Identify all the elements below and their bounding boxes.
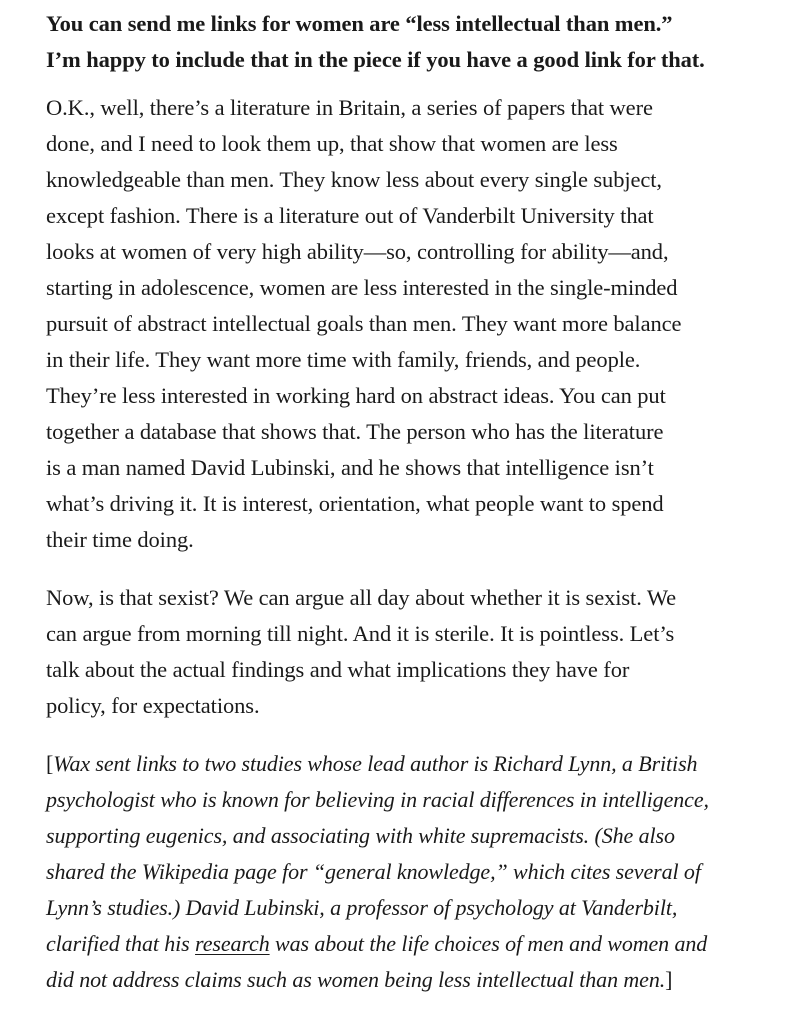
- answer2-line: talk about the actual findings and what implications they have for: [46, 657, 630, 682]
- answer-paragraph-2: [46, 580, 776, 724]
- note-line-4: shared the Wikipedia page for “general knowledge,” which cites several of: [46, 859, 701, 884]
- answer1-line: in their life. They want more time with family, friends, and people.: [46, 347, 641, 372]
- answer2-line: Now, is that sexist? We can argue all day about whether it is sexist. We: [46, 585, 677, 610]
- answer1-line: looks at women of very high ability—so, controlling for ability—and,: [46, 239, 669, 264]
- note-line-6-end: was about the life choices of men and women and: [269, 931, 708, 956]
- answer1-line: together a database that shows that. The person who has the literature: [46, 419, 664, 444]
- open-bracket: [: [46, 751, 54, 776]
- note-line-6-start: clarified that his: [46, 931, 196, 956]
- answer1-line: their time doing.: [46, 527, 194, 552]
- question-line-2: I’m happy to include that in the piece if you have a good link for that.: [46, 47, 705, 72]
- editor-note: [46, 746, 776, 998]
- answer1-line: pursuit of abstract intellectual goals than men. They want more balance: [46, 311, 682, 336]
- answer2-line: policy, for expectations.: [46, 693, 260, 718]
- answer1-line: is a man named David Lubinski, and he shows that intelligence isn’t: [46, 455, 654, 480]
- answer1-line: They’re less interested in working hard on abstract ideas. You can put: [46, 383, 666, 408]
- answer2-line: can argue from morning till night. And it is sterile. It is pointless. Let’s: [46, 621, 675, 646]
- interview-question: [46, 6, 776, 78]
- question-line-1: You can send me links for women are “less intellectual than men.”: [46, 11, 673, 36]
- answer1-line: O.K., well, there’s a literature in Britain, a series of papers that were: [46, 95, 653, 120]
- research-link[interactable]: research: [195, 931, 270, 956]
- note-line-1: Wax sent links to two studies whose lead author is Richard Lynn, a British: [53, 751, 698, 776]
- note-line-3: supporting eugenics, and associating with white supremacists. (She also: [46, 823, 675, 848]
- answer1-line: what’s driving it. It is interest, orientation, what people want to spend: [46, 491, 664, 516]
- close-bracket: ]: [665, 967, 673, 992]
- note-line-7: did not address claims such as women being less intellectual than men.: [46, 967, 666, 992]
- answer1-line: knowledgeable than men. They know less about every single subject,: [46, 167, 662, 192]
- article-body: [46, 6, 776, 998]
- note-line-5: Lynn’s studies.) David Lubinski, a professor of psychology at Vanderbilt,: [46, 895, 678, 920]
- answer1-line: done, and I need to look them up, that show that women are less: [46, 131, 618, 156]
- answer-paragraph-1: [46, 90, 776, 558]
- note-line-2: psychologist who is known for believing in racial differences in intelligence,: [46, 787, 709, 812]
- answer1-line: starting in adolescence, women are less interested in the single-minded: [46, 275, 678, 300]
- answer1-line: except fashion. There is a literature out of Vanderbilt University that: [46, 203, 654, 228]
